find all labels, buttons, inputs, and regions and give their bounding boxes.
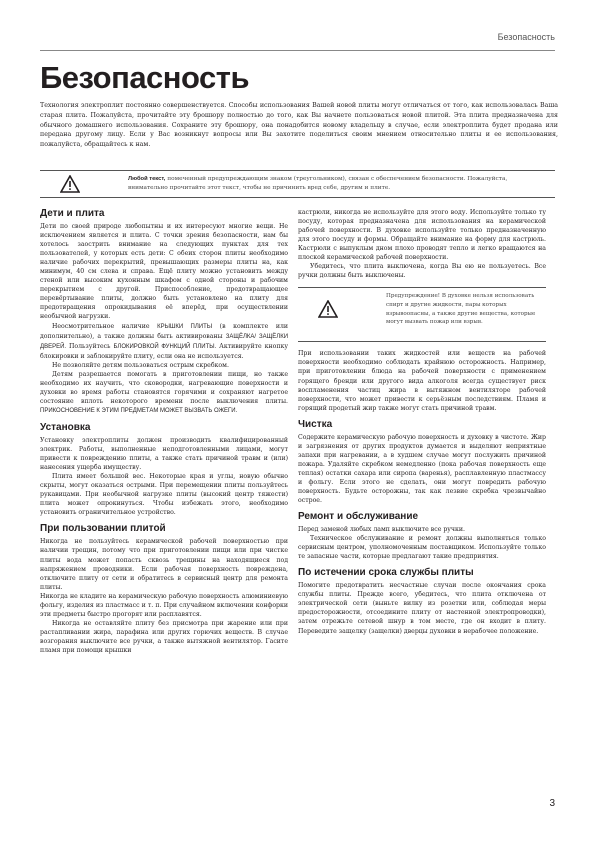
intro-paragraph: Технология электроплит постоянно совершенствуется. Способы использования Вашей новой плиты могут отличаться от того, как использовалась Ваша старая плита. Пожалуйста, прочитайте эту брошюру полностью до того, как Вы начнете пользоваться новой плитой. Эта плита предназначена для обычного домашнего использования. Сохраните эту брошюру, она понадобится новому владельцу в случае, если электроплита будет продана или передана другому лицу. Если у Вас возникнут вопросы или Вы захотите поделиться своим мнением относительно плиты и ее использования, пожалуйста, обращайтесь к нам. (40, 102, 558, 149)
children-p2-function-lock: БЛОКИРОВКОЙ ФУНКЦИЙ ПЛИТЫ. (113, 343, 217, 350)
install-paragraph-1: Установку электроплиты должен производить квалифицированный электрик. Работы, выполненные неподготовленными лицами, могут привести к повреждению плиты, а также стать причиной травм и (или) нанесения ущерба имуществу. (40, 436, 288, 472)
install-paragraph-2: Плита имеет большой вес. Некоторые края и углы, новую обычно скрыты, могут оказаться острыми. При перемещении плиты пользуйтесь рукавицами. При необычной нагрузке плиты (высокий центр тяжести) плита может опрокинуться. Чтобы избежать этого, необходимо установить ограничительное устройство. (40, 473, 288, 517)
end-of-life-paragraph-1: Помогите предотвратить несчастные случаи после окончания срока службы плиты. Прежде всего, убедитесь, что плита отключена от электрической сети (выньте вилку из розетки или, соблюдая меры предосторожности, отсоедините плиту от настенной электропроводки), затем отрежьте сетевой шнур в том месте, где он входит в плиту. Переведите защелку (защелки) дверцы духовки в нерабочее положение. (298, 582, 546, 635)
usage-paragraph-3: Никогда не оставляйте плиту без присмотра при жарение или при растапливании жира, парафина или других горючих веществ. В случае возгорания выключите все ручки, а также вытяжной вентилятор. Гасите пламя при помощи крышки (40, 619, 288, 654)
children-p4-text: Детям разрешается помогать в приготовлении пищи, но также необходимо их научить, что сковородки, нагревающие поверхности и духовки во время работы становятся горячими и сохраняют нагретое состояние вплоть некоторого времени после выключения плиты. (40, 370, 288, 405)
repair-paragraph-2: Техническое обслуживание и ремонт должны выполняться только сервисным центром, уполномоченным поставщиком. Используйте только те запасные части, которые предлагают такие предприятия. (298, 535, 546, 561)
page-title: Безопасность (40, 60, 250, 95)
right-paragraph-3: При использовании таких жидкостей или веществ на рабочей поверхности необходимо соблюдать крайнюю осторожность. Например, при приготовлении блюда на рабочей поверхности с применением горящего бренди или другого вида алкоголя всегда существует риск воспламенения частиц жира в вытяжном вентиляторе рабочей поверхности, что может привести к серьёзным последствиям. Пламя и горящий продетый жир также могут стать причиной травм. (298, 350, 546, 412)
safety-warning-body: помеченный предупреждающим знаком (треугольником), связан с обеспечением безопасности. Пожалуйста, внимательно прочитайте этот текст, чтобы не причинить вред себе, другим и плите. (128, 176, 508, 191)
running-header-section: Безопасность (497, 32, 555, 42)
children-paragraph-1: Дети по своей природе любопытны и их интересуют многие вещи. Не исключением является и плита. С точки зрения безопасности, нам бы хотелось заострить внимание на следующих пунктах для тех пользователей, у которых есть дети: С обеих сторон плиты необходимо наличие рабочих перекрытий, превышающих размеры плиты на, как минимум, 40 см слева и справа. Ещё плиту можно установить между стеной или высоким кухонным шкафом с одной стороны и рабочим перекрытием с другой. Приспособление, предотвращающее перевёртывание плиты, должно быть установлено на плиту для предотвращения опрокидывания её вперёд, при осуществлении необычной нагрузки. (40, 223, 288, 321)
page-number: 3 (549, 798, 555, 809)
heading-install: Установка (40, 421, 91, 433)
children-paragraph-4 (40, 370, 288, 416)
children-p2-text-a: Неосмотрительное наличие (52, 322, 158, 330)
heading-usage: При пользовании плитой (40, 523, 166, 535)
children-paragraph-3: Не позволяйте детям пользоваться острым скребком. (52, 361, 229, 369)
warning-triangle-icon (318, 300, 338, 318)
heading-end-of-life: По истечении срока службы плиты (298, 567, 474, 579)
cleaning-paragraph-1: Содержите керамическую рабочую поверхность и духовку в чистоте. Жир и загрязнения от других продуктов думается и выделяют неприятные запахи при нагревании, а в худшем случае могут послужить причиной пожара. Удаляйте скребком немедленно (пока рабочая поверхность еще теплая) остатки сахара или сиропа (варенья), расплавленную пластмассу и фольгу. Если этого не сделать, они могут повредить рабочую поверхность. Будьте осторожны, так как лезвие скребка чрезвычайно острое. (298, 433, 546, 505)
safety-warning-box (40, 170, 555, 198)
heading-children: Дети и плита (40, 208, 105, 219)
right-column (298, 208, 546, 636)
children-p2-text-g: Активируйте кнопку блокировки и заблокируйте плиту, если она не используется. (40, 342, 288, 360)
children-paragraph-2 (40, 322, 288, 361)
children-p2-text-e: Пользуйтесь (66, 342, 114, 350)
usage-paragraph-1: Никогда не пользуйтесь керамической рабочей поверхностью при наличии трещин, потому что при приготовлении пищи или при чистке плиты вода может попасть сквозь трещины на находящиеся под напряжением проводники. Если рабочая поверхность повреждена, отключите плиту от сети и обратитесь в сервисный центр для ремонта плиты. (40, 538, 288, 591)
right-paragraph-1: кастрюли, никогда не используйте для этого воду. Используйте только ту посуду, которая предназначена для использования на керамической рабочей поверхности. В духовке используйте только предназначенную для этого посуду и формы. Обращайте внимание на форму для кастрюль. Кастрюли с выпуклым дном плохо проводят тепло и легко вращаются на плоской керамической рабочей поверхности. (298, 209, 546, 262)
children-p4-burn-warning: ПРИКОСНОВЕНИЕ К ЭТИМ ПРЕДМЕТАМ МОЖЕТ ВЫЗВАТЬ ОЖЕГИ. (40, 407, 238, 414)
usage-paragraph-2: Никогда не кладите на керамическую рабочую поверхность алюминиевую фольгу, изделия из пластмасс и т. п. При случайном включении конфорки эти предметы быстро прогорят или расплавятся. (40, 592, 288, 618)
repair-paragraph-1: Перед заменой любых ламп выключите все ручки. (298, 526, 465, 534)
children-p2-door-latch: ЗАЩЁЛКА/ ЗАЩЁЛКИ ДВЕРЕЙ. (40, 333, 289, 350)
heading-repair: Ремонт и обслуживание (298, 511, 419, 523)
heading-cleaning: Чистка (298, 418, 333, 430)
safety-warning-text (128, 175, 548, 193)
inline-warning-box (298, 287, 546, 342)
running-header (40, 30, 555, 51)
right-paragraph-2: Убедитесь, что плита выключена, когда Вы ею не пользуетесь. Все ручки должны быть выключены. (298, 263, 546, 280)
children-p2-hob-lid: КРЫШКИ ПЛИТЫ (157, 323, 213, 330)
left-column (40, 208, 288, 655)
warning-triangle-icon (60, 175, 80, 193)
safety-warning-lead: Любой текст, (128, 176, 166, 182)
inline-warning-text: Предупреждение! В духовке нельзя использовать спирт и другие жидкости, пары которых взрывоопасны, а также другие вещества, которые могут вызвать пожар или взрыв. (386, 293, 536, 326)
children-p2-text-c: (в комплекте или дополнительно), а также должны быть активированы (40, 322, 288, 340)
